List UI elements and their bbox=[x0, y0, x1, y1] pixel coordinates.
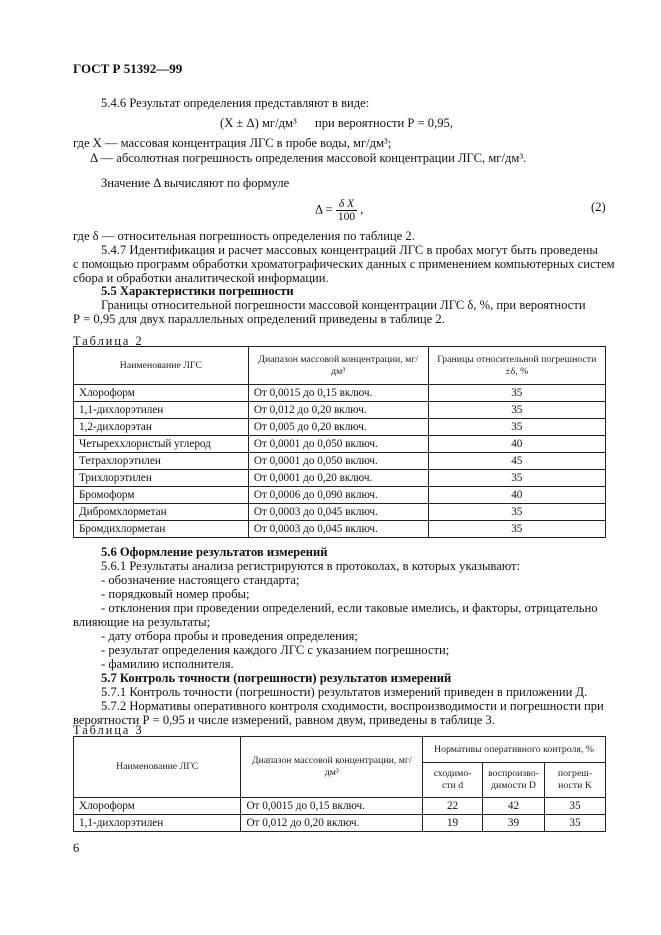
standard-header: ГОСТ Р 51392—99 bbox=[73, 61, 183, 76]
paragraph-5-7-line: 5.7.1 Контроль точности (погрешности) результатов измерений приведен в приложении Д. bbox=[101, 685, 588, 699]
table-row bbox=[74, 504, 606, 521]
cell-name: 1,1-дихлорэтилен bbox=[74, 402, 249, 419]
cell-error: 35 bbox=[428, 402, 605, 419]
cell-name: Тетрахлорэтилен bbox=[74, 453, 249, 470]
list-item: - результат определения каждого ЛГС с указанием погрешности; bbox=[101, 643, 450, 657]
cell-error: 45 bbox=[428, 453, 605, 470]
cell-error: 35 bbox=[428, 504, 605, 521]
cell-error: 40 bbox=[428, 487, 605, 504]
table-row bbox=[74, 453, 606, 470]
paragraph-5-7-line: 5.7.2 Нормативы оперативного контроля сходимости, воспроизводимости и погрешности при bbox=[101, 699, 604, 713]
where-sigma-line: где δ — относительная погрешность определения по таблице 2. bbox=[73, 229, 415, 243]
cell-name: Дибромхлорметан bbox=[74, 504, 249, 521]
cell-error: 35 bbox=[428, 521, 605, 538]
table-3 bbox=[73, 736, 606, 832]
cell-range: От 0,0001 до 0,050 включ. bbox=[248, 453, 428, 470]
cell-error: 40 bbox=[428, 436, 605, 453]
table-row bbox=[74, 798, 606, 815]
cell-D: 39 bbox=[483, 815, 545, 832]
delta-calc-line: Значение Δ вычисляют по формуле bbox=[101, 176, 290, 190]
formula-number: (2) bbox=[591, 200, 606, 214]
table-3-header-group: Нормативы оперативного контроля, % bbox=[423, 737, 606, 763]
cell-name: Хлороформ bbox=[74, 798, 241, 815]
list-item: - порядковый номер пробы; bbox=[101, 587, 250, 601]
table-3-header-range: Диапазон массовой концентрации, мг/дм³ bbox=[241, 737, 423, 798]
formula-2 bbox=[315, 198, 363, 223]
table-2-header-name: Наименование ЛГС bbox=[74, 347, 249, 385]
cell-name: 1,1-дихлорэтилен bbox=[74, 815, 241, 832]
formula-tail: , bbox=[360, 202, 364, 217]
cell-name: Трихлорэтилен bbox=[74, 470, 249, 487]
cell-range: От 0,0015 до 0,15 включ. bbox=[241, 798, 423, 815]
cell-range: От 0,0015 до 0,15 включ. bbox=[248, 385, 428, 402]
paragraph-5-7-line: вероятности Р = 0,95 и числе измерений, равном двум, приведены в таблице 3. bbox=[73, 713, 495, 727]
formula-numerator: δ X bbox=[336, 198, 357, 211]
formula-denominator: 100 bbox=[337, 211, 356, 223]
table-3-header-row bbox=[74, 737, 606, 763]
cell-name: Четыреххлористый углерод bbox=[74, 436, 249, 453]
table-row bbox=[74, 436, 606, 453]
paragraph-5-5-line: Границы относительной погрешности массовой концентрации ЛГС δ, %, при вероятности bbox=[101, 298, 586, 312]
list-item: - дату отбора пробы и проведения определения; bbox=[101, 629, 358, 643]
cell-range: От 0,012 до 0,20 включ. bbox=[248, 402, 428, 419]
table-row bbox=[74, 487, 606, 504]
section-5-6-heading: 5.6 Оформление результатов измерений bbox=[101, 545, 328, 559]
where-delta-line: Δ — абсолютная погрешность определения массовой концентрации ЛГС, мг/дм³. bbox=[90, 151, 527, 165]
table-row bbox=[74, 402, 606, 419]
where-x-line: где X — массовая концентрация ЛГС в пробе воды, мг/дм³; bbox=[73, 136, 392, 150]
table-2 bbox=[73, 346, 606, 538]
paragraph-5-5-line: Р = 0,95 для двух параллельных определений приведены в таблице 2. bbox=[73, 312, 445, 326]
cell-K: 35 bbox=[545, 815, 606, 832]
paragraph-5-4-6: 5.4.6 Результат определения представляют в виде: bbox=[101, 96, 370, 110]
cell-range: От 0,012 до 0,20 включ. bbox=[241, 815, 423, 832]
table-row bbox=[74, 521, 606, 538]
cell-D: 42 bbox=[483, 798, 545, 815]
probability-text: при вероятности Р = 0,95, bbox=[315, 116, 453, 130]
cell-name: 1,2-дихлорэтан bbox=[74, 419, 249, 436]
cell-d: 19 bbox=[423, 815, 483, 832]
list-item: - фамилию исполнителя. bbox=[101, 657, 234, 671]
cell-d: 22 bbox=[423, 798, 483, 815]
formula-lhs: Δ = bbox=[315, 202, 333, 217]
table-3-header-K: погреш-ности K bbox=[545, 763, 606, 798]
table-2-header-range: Диапазон массовой концентрации, мг/дм³ bbox=[248, 347, 428, 385]
cell-error: 35 bbox=[428, 385, 605, 402]
cell-error: 35 bbox=[428, 470, 605, 487]
table-2-header-error: Границы относительной погрешности ±δ, % bbox=[428, 347, 605, 385]
cell-K: 35 bbox=[545, 798, 606, 815]
cell-name: Хлороформ bbox=[74, 385, 249, 402]
cell-error: 35 bbox=[428, 419, 605, 436]
formula-fraction bbox=[336, 198, 357, 223]
cell-range: От 0,0003 до 0,045 включ. bbox=[248, 504, 428, 521]
cell-name: Бромдихлорметан bbox=[74, 521, 249, 538]
table-3-header-d: сходимо-сти d bbox=[423, 763, 483, 798]
table-2-header-row bbox=[74, 347, 606, 385]
table-2-caption: Таблица 2 bbox=[73, 334, 144, 348]
list-item: - отклонения при проведении определений, если таковые имелись, и факторы, отрицательно bbox=[101, 601, 598, 615]
list-item-continuation: влияющие на результаты; bbox=[73, 615, 211, 629]
table-row bbox=[74, 815, 606, 832]
table-3-header-name: Наименование ЛГС bbox=[74, 737, 241, 798]
section-5-5-heading: 5.5 Характеристики погрешности bbox=[101, 284, 294, 298]
cell-name: Бромоформ bbox=[74, 487, 249, 504]
table-row bbox=[74, 470, 606, 487]
page-number: 6 bbox=[73, 841, 80, 855]
table-3-caption: Таблица 3 bbox=[73, 723, 144, 737]
cell-range: От 0,0003 до 0,045 включ. bbox=[248, 521, 428, 538]
section-5-7-heading: 5.7 Контроль точности (погрешности) результатов измерений bbox=[101, 671, 452, 685]
table-3-header-D: воспроизво-димости D bbox=[483, 763, 545, 798]
cell-range: От 0,005 до 0,20 включ. bbox=[248, 419, 428, 436]
table-row bbox=[74, 419, 606, 436]
list-item: - обозначение настоящего стандарта; bbox=[101, 573, 300, 587]
paragraph-5-4-7-line: сбора и обработки аналитической информации. bbox=[73, 271, 329, 285]
result-form: (X ± Δ) мг/дм³ bbox=[220, 116, 297, 130]
cell-range: От 0,0001 до 0,050 включ. bbox=[248, 436, 428, 453]
cell-range: От 0,0001 до 0,20 включ. bbox=[248, 470, 428, 487]
paragraph-5-4-7-line: 5.4.7 Идентификация и расчет массовых концентраций ЛГС в пробах могут быть проведены bbox=[101, 243, 598, 257]
paragraph-5-6-line: 5.6.1 Результаты анализа регистрируются в протоколах, в которых указывают: bbox=[101, 559, 521, 573]
paragraph-5-4-7-line: с помощью программ обработки хроматографических данных с применением компьютерных систем bbox=[73, 257, 615, 271]
table-row bbox=[74, 385, 606, 402]
cell-range: От 0,0006 до 0,090 включ. bbox=[248, 487, 428, 504]
